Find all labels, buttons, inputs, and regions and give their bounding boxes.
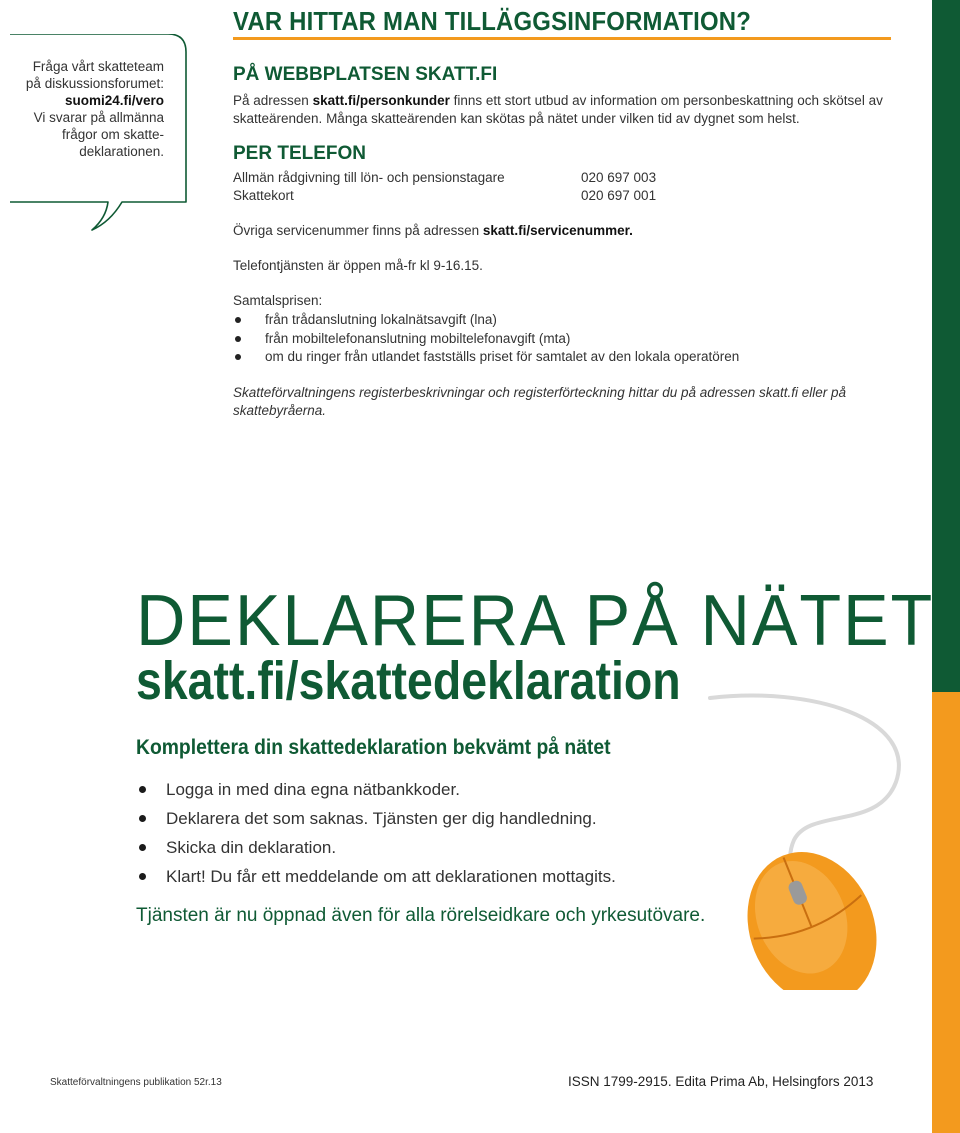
price-label: Samtalsprisen: (233, 293, 323, 308)
phone-row (233, 188, 893, 203)
bullet-icon (235, 336, 241, 342)
publication-number: Skatteförvaltningens publikation 52r.13 (50, 1077, 222, 1088)
issn-line: ISSN 1799-2915. Edita Prima Ab, Helsingfors 2013 (568, 1074, 874, 1089)
bubble-line: Vi svarar på allmänna (33, 110, 164, 125)
computer-mouse-icon (690, 690, 930, 990)
promo-step: Deklarera det som saknas. Tjänsten ger dig handledning. (166, 809, 597, 828)
bullet-icon (235, 354, 241, 360)
side-color-stripe (932, 0, 960, 1133)
phone-number[interactable]: 020 697 003 (581, 170, 657, 185)
price-list (233, 311, 893, 367)
bubble-line: frågor om skatte- (61, 127, 164, 142)
promo-step: Logga in med dina egna nätbankkoder. (166, 780, 460, 799)
bullet-icon (235, 317, 241, 323)
heading-divider (233, 37, 891, 40)
price-item: från mobiltelefonanslutning mobiltelefonavgift (mta) (265, 330, 571, 346)
bullet-icon (139, 873, 146, 880)
register-note: Skatteförvaltningens registerbeskrivningar och registerförteckning hittar du på adressen skatt.fi eller på skattebyråerna. (233, 385, 847, 418)
bubble-line: Fråga vårt skatteteam (32, 59, 164, 74)
phone-section-title: PER TELEFON (233, 143, 367, 164)
web-text-end: finns ett stort utbud av information om personbeskattning och skötsel av skatteärenden. Många skatteärenden kan skötas på nätet under vilken tid av dygnet som helst. (233, 93, 883, 126)
list-item (136, 833, 696, 862)
promo-url-link[interactable]: skatt.fi/skattedeklaration (136, 651, 681, 711)
phone-hours: Telefontjänsten är öppen må-fr kl 9-16.15. (233, 258, 483, 273)
list-item (233, 311, 893, 330)
page-title: VAR HITTAR MAN TILLÄGGSINFORMATION? (233, 6, 752, 36)
personkunder-link[interactable]: skatt.fi/personkunder (312, 93, 450, 108)
web-section-title: PÅ WEBBPLATSEN SKATT.FI (233, 64, 498, 85)
bullet-icon (139, 815, 146, 822)
servicenummer-link[interactable]: skatt.fi/servicenummer. (482, 223, 633, 238)
promo-subheading: Komplettera din skattedeklaration bekvämt på nätet (136, 736, 611, 759)
promo-step: Klart! Du får ett meddelande om att deklarationen mottagits. (166, 867, 616, 886)
phone-number[interactable]: 020 697 001 (581, 188, 657, 203)
promo-step: Skicka din deklaration. (166, 838, 337, 857)
speech-bubble (4, 34, 190, 234)
bullet-icon (139, 786, 146, 793)
list-item (233, 330, 893, 349)
bullet-icon (139, 844, 146, 851)
promo-closing: Tjänsten är nu öppnad även för alla rörelseidkare och yrkesutövare. (136, 905, 706, 926)
list-item (136, 804, 696, 833)
promo-steps-list (136, 775, 696, 891)
phone-row (233, 170, 893, 185)
list-item (136, 862, 696, 891)
bubble-line: på diskussionsforumet: (25, 76, 164, 91)
other-numbers-text (233, 222, 893, 240)
phone-label: Skattekort (233, 188, 294, 203)
price-item: om du ringer från utlandet fastställs priset för samtalet av den lokala operatören (265, 349, 740, 364)
list-item (233, 348, 893, 367)
web-section-text (233, 92, 893, 128)
forum-link[interactable]: suomi24.fi/vero (64, 93, 164, 108)
other-numbers-start: Övriga servicenummer finns på adressen (233, 223, 483, 238)
bubble-line: deklarationen. (79, 144, 164, 159)
price-item: från trådanslutning lokalnätsavgift (lna) (265, 312, 497, 327)
phone-label: Allmän rådgivning till lön- och pensionstagare (233, 170, 505, 185)
promo-title: DEKLARERA PÅ NÄTET (136, 581, 935, 661)
web-text-start: På adressen (233, 93, 313, 108)
orange-stripe (932, 692, 960, 1133)
green-stripe (932, 0, 960, 692)
list-item (136, 775, 696, 804)
bubble-text (18, 58, 164, 160)
